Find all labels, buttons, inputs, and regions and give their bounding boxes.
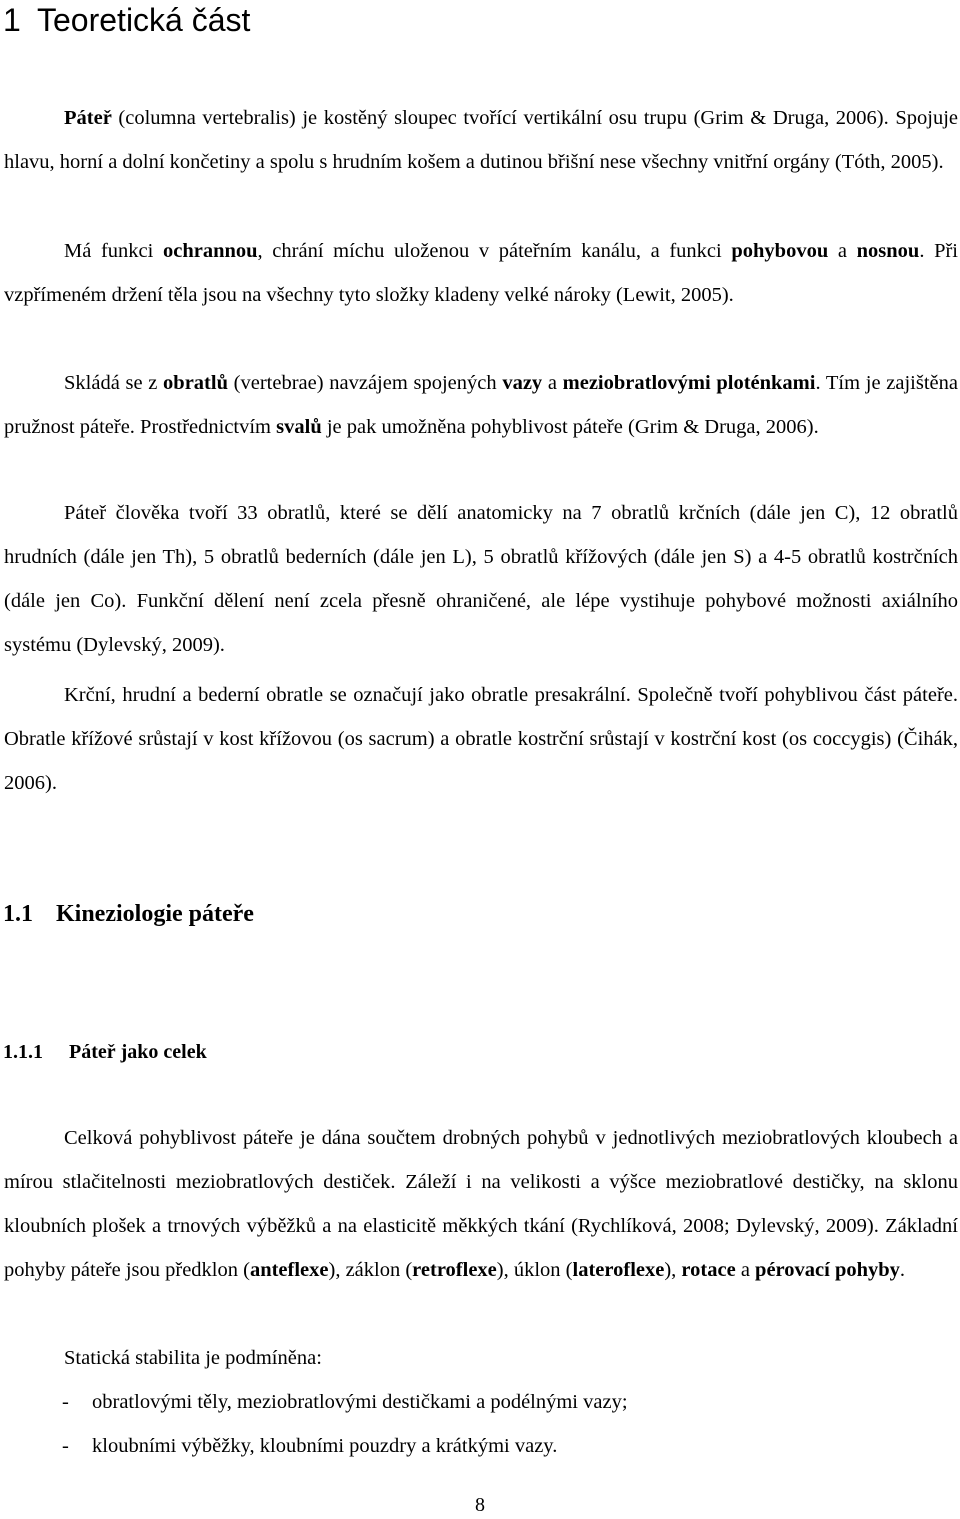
subsection-number: 1.1.1 (3, 1041, 43, 1063)
term-svalu: svalů (276, 416, 322, 438)
list-item-text: obratlovými těly, meziobratlovými destičkami a podélnými vazy; (92, 1391, 628, 1413)
text-run: , chrání míchu uloženou v páteřním kanálu, a funkci (257, 240, 732, 262)
text-run: Má funkci (64, 240, 163, 262)
list-item-text: kloubními výběžky, kloubními pouzdry a krátkými vazy. (92, 1435, 558, 1457)
subsection-heading (3, 1039, 207, 1065)
section-number: 1.1 (3, 901, 33, 927)
text-run: Celková pohyblivost páteře je dána součtem drobných pohybů v jednotlivých meziobratlových kloubech a mírou stlačitelnosti meziobratlových destiček. Záleží i na velikosti a výšce meziobratlové destičky, na sklonu kloubních plošek a trnových výběžků a na elasticitě měkkých tkání (Rychlíková, 2008; Dylevský, 2009). Základní pohyby páteře jsou předklon ( (4, 1127, 958, 1281)
section-title: Kineziologie páteře (56, 901, 254, 927)
term-anteflexe: anteflexe (249, 1259, 329, 1281)
term-retroflexe: retroflexe (412, 1259, 497, 1281)
text-run: (vertebrae) navzájem spojených (227, 372, 503, 394)
text-run: a (542, 372, 563, 394)
list-item (62, 1424, 952, 1468)
list-item (62, 1380, 952, 1424)
term-vazy: vazy (502, 372, 543, 394)
page-number: 8 (475, 1494, 485, 1516)
paragraph-spine-composition (4, 361, 958, 449)
text-run: ), úklon ( (496, 1259, 573, 1281)
term-patere: Páteř (64, 107, 112, 129)
text-run: (columna vertebralis) je kostěný sloupec tvořící vertikální osu trupu (Grim & Druga, 2006). Spojuje hlavu, horní a dolní končetiny a spolu s hrudním košem a dutinou břišní nese všechny vnitřní orgány (Tóth, 2005). (4, 107, 958, 173)
paragraph-static-stability: Statická stabilita je podmíněna: (64, 1347, 322, 1369)
chapter-heading (3, 2, 250, 38)
section-heading (3, 899, 254, 929)
subsection-title: Páteř jako celek (69, 1041, 207, 1063)
text-run: . Tím je zajištěna pružnost páteře. Prostřednictvím (4, 372, 958, 438)
list-dash: - (62, 1435, 69, 1457)
text-run: a (735, 1259, 756, 1281)
term-nosnou: nosnou (856, 240, 920, 262)
text-run: Skládá se z (64, 372, 164, 394)
text-run: . (899, 1259, 906, 1281)
paragraph-vertebrae-count: Páteř člověka tvoří 33 obratlů, které se dělí anatomicky na 7 obratlů krčních (dále jen C), 12 obratlů hrudních (dále jen Th), 5 obratlů bederních (dále jen L), 5 obratlů křížových (dále jen S) a 4-5 obratlů kostrčních (dále jen Co). Funkční dělení není zcela přesně ohraničené, ale lépe vystihuje pohybové možnosti axiálního systému (Dylevský, 2009). (4, 502, 958, 656)
term-perovaci-pohyby: pérovací pohyby (755, 1259, 900, 1281)
paragraph-presacral-vertebrae: Krční, hrudní a bederní obratle se označují jako obratle presakrální. Společně tvoří pohyblivou část páteře. Obratle křížové srůstají v kost křížovou (os sacrum) a obratle kostrční srůstají v kostrční kost (os coccygis) (Čihák, 2006). (4, 684, 958, 794)
text-run: . Při vzpřímeném držení těla jsou na všechny tyto složky kladeny velké nároky (Lewit, 2005). (4, 240, 958, 306)
term-pohybovou: pohybovou (731, 240, 829, 262)
term-rotace: rotace (681, 1259, 736, 1281)
text-run: je pak umožněna pohyblivost páteře (Grim & Druga, 2006). (321, 416, 819, 438)
term-obratlu: obratlů (163, 372, 228, 394)
text-run: a (828, 240, 857, 262)
list-dash: - (62, 1391, 69, 1413)
term-ochrannou: ochrannou (162, 240, 258, 262)
stability-list (62, 1380, 952, 1468)
text-run: ), záklon ( (328, 1259, 413, 1281)
paragraph-spine-mobility (4, 1116, 958, 1292)
text-run: ), (664, 1259, 682, 1281)
paragraph-spine-definition (4, 96, 958, 184)
term-meziobratlove-plotenky: meziobratlovými ploténkami (562, 372, 816, 394)
chapter-number: 1 (3, 2, 21, 38)
paragraph-spine-functions (4, 229, 958, 317)
chapter-title: Teoretická část (37, 2, 251, 38)
term-lateroflexe: lateroflexe (572, 1259, 665, 1281)
